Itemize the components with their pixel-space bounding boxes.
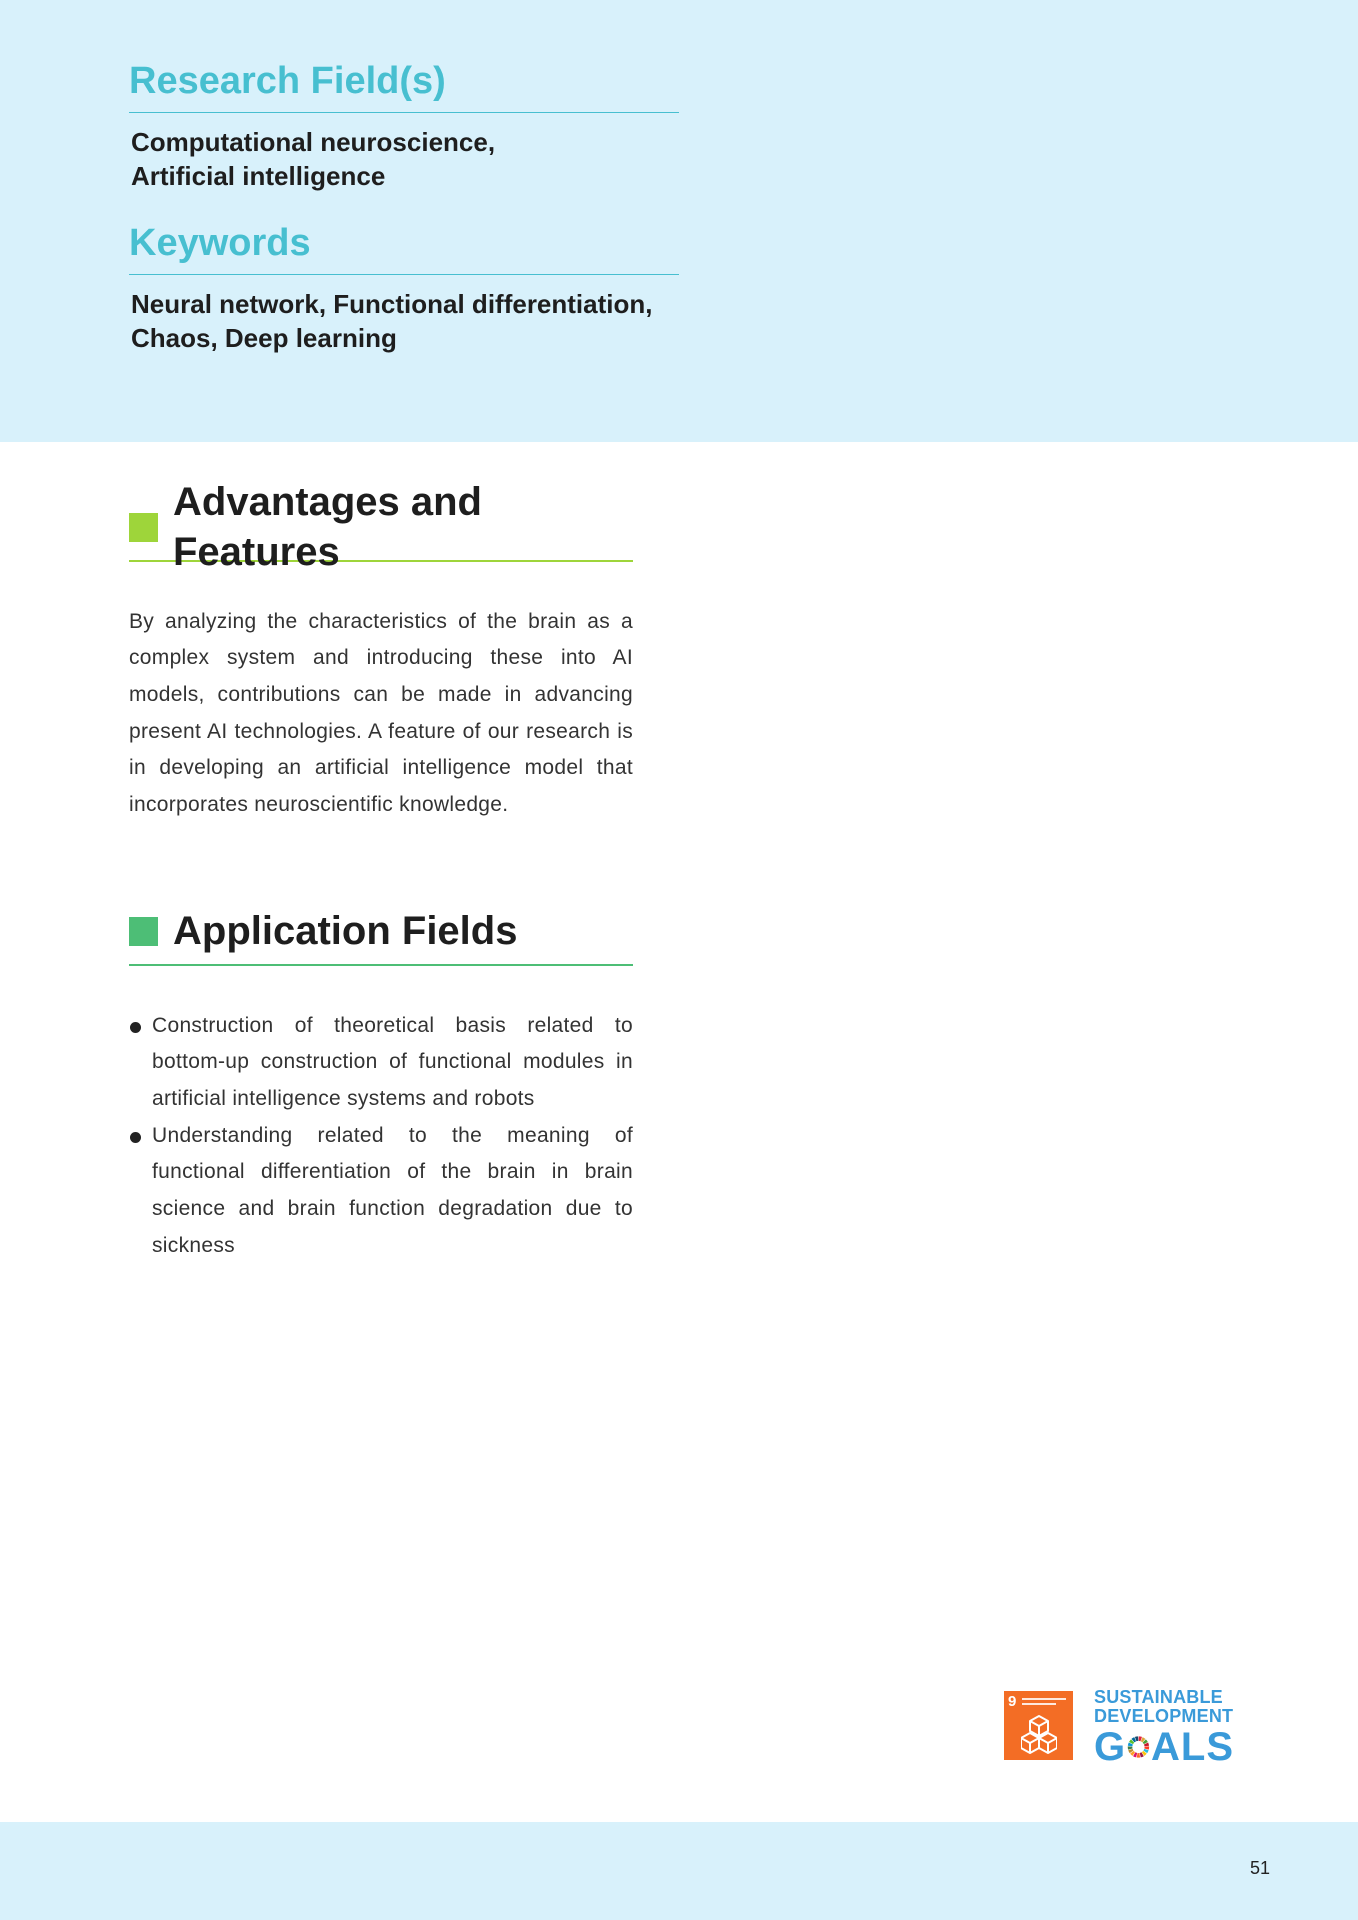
bullet-icon: [130, 1132, 141, 1143]
applications-square-icon: [129, 917, 158, 946]
sdg-goal-number: 9: [1008, 1693, 1017, 1710]
keywords-block: [129, 220, 679, 355]
applications-header: [129, 906, 633, 964]
sdg-wordmark-line2: DEVELOPMENT: [1094, 1706, 1234, 1726]
applications-title: Application Fields: [173, 909, 518, 953]
sdg-goal-caption-icon: [1022, 1697, 1068, 1707]
research-fields-text: [129, 125, 679, 193]
sdg-wheel-segment: [1137, 1753, 1140, 1758]
advantages-title: Advantages and Features: [173, 480, 482, 574]
applications-section: [129, 906, 633, 1264]
keywords-line: Neural network, Functional differentiation,: [131, 289, 653, 319]
sdg-goals-g: G: [1094, 1725, 1127, 1769]
industry-innovation-cubes-icon: [1021, 1714, 1057, 1754]
research-fields-heading: Research Field(s): [129, 58, 679, 113]
page-number: 51: [1249, 1858, 1270, 1878]
sdg-goals-rest: ALS: [1151, 1725, 1234, 1769]
research-field-line: Artificial intelligence: [131, 161, 386, 191]
list-item: [129, 1118, 633, 1265]
advantages-square-icon: [129, 513, 158, 542]
list-item: [129, 1008, 633, 1118]
advantages-text: By analyzing the characteristics of the brain as a complex system and introducing these into AI models, contributions can be made in advancing present AI technologies. A feature of our research is in developing an artificial intelligence model that incorporates neuroscientific knowledge.: [129, 609, 633, 817]
keywords-heading: Keywords: [129, 220, 679, 275]
bullet-icon: [130, 1022, 141, 1033]
applications-list: [129, 1008, 633, 1265]
sdg-goal-9-badge: [1004, 1691, 1073, 1760]
sdg-wordmark-logo: [1094, 1688, 1234, 1767]
research-fields-block: [129, 58, 679, 193]
footer-band: [0, 1822, 1358, 1920]
sdg-color-wheel-icon: [1127, 1732, 1150, 1762]
list-item-text: Understanding related to the meaning of functional differentiation of the brain in brain science and brain function degradation due to sickness: [152, 1123, 633, 1257]
keywords-text: [129, 287, 679, 355]
list-item-text: Construction of theoretical basis related to bottom-up construction of functional modules in artificial intelligence systems and robots: [152, 1013, 633, 1110]
advantages-header: [129, 480, 633, 574]
sdg-goals-word: [1094, 1727, 1234, 1767]
research-field-line: Computational neuroscience,: [131, 127, 496, 157]
applications-rule: [129, 964, 633, 966]
keywords-line: Chaos, Deep learning: [131, 323, 397, 353]
sdg-wordmark-line1: SUSTAINABLE: [1094, 1687, 1223, 1707]
advantages-section: [129, 480, 633, 824]
